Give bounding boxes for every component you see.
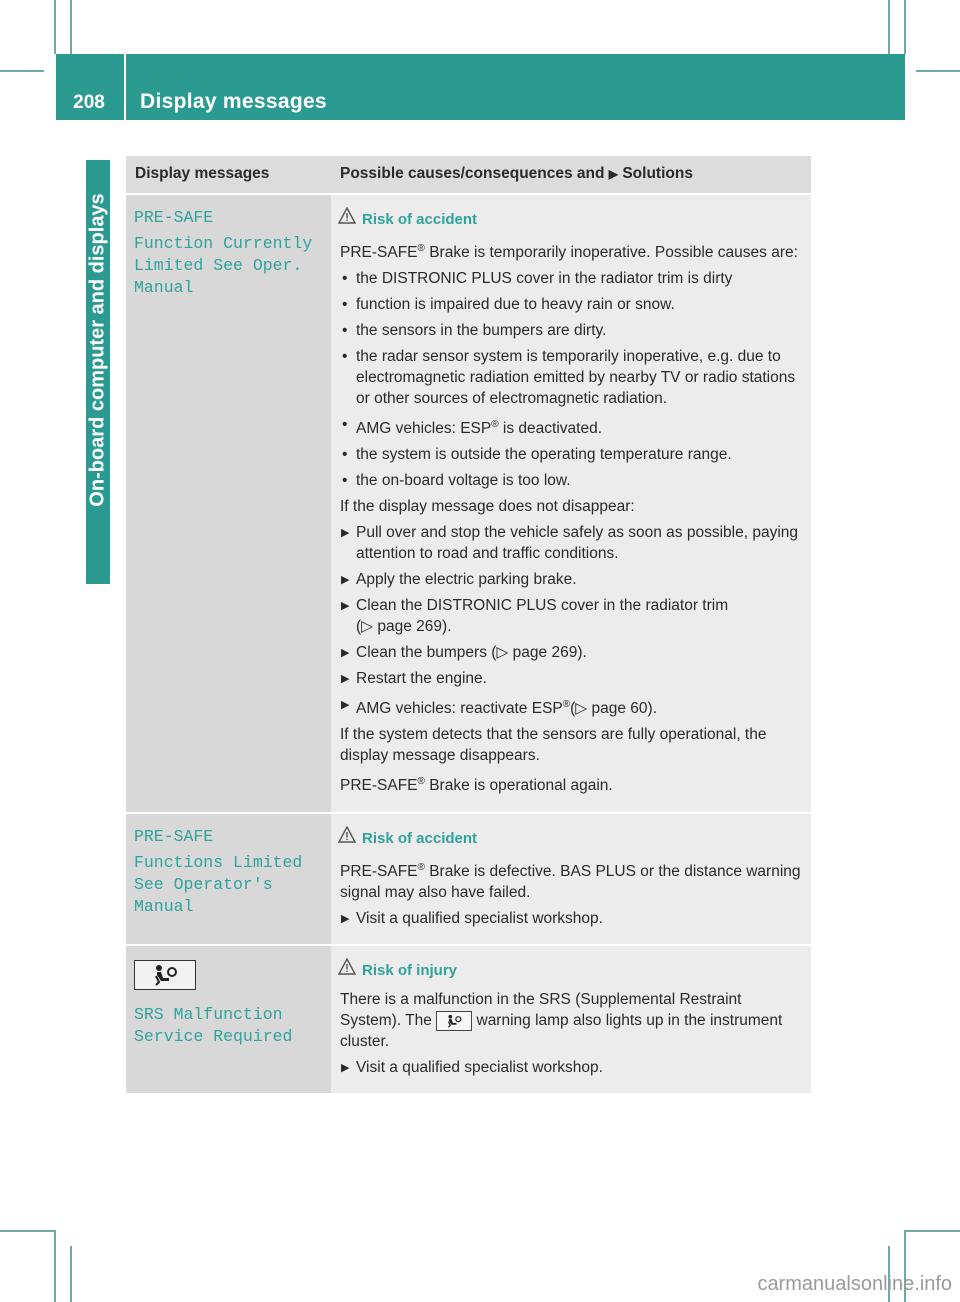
airbag-warning-icon <box>436 1011 472 1031</box>
action-list <box>340 1057 805 1078</box>
page-reference: (▷ page 269). <box>356 618 452 636</box>
paragraph <box>340 857 805 903</box>
text: is deactivated. <box>498 420 603 438</box>
display-message-line: Service Required <box>134 1026 293 1046</box>
table-header-row <box>126 156 811 194</box>
registered-mark: ® <box>417 776 425 788</box>
registered-mark: ® <box>417 861 425 873</box>
text: Clean the DISTRONIC PLUS cover in the radiator trim <box>356 597 729 615</box>
display-messages-table <box>126 156 811 1093</box>
list-item: ▶ Restart the engine. <box>340 668 805 689</box>
list-item: • the sensors in the bumpers are dirty. <box>340 320 805 341</box>
arrow-right-icon: ▶ <box>608 167 619 181</box>
airbag-warning-icon <box>134 960 196 990</box>
display-message-line: PRE-SAFE <box>134 208 214 227</box>
crop-mark <box>0 1230 56 1232</box>
registered-mark: ® <box>562 699 571 711</box>
table-row <box>126 945 811 1093</box>
message-cell <box>126 813 331 945</box>
crop-mark <box>904 1230 960 1232</box>
display-message-line: SRS Malfunction <box>134 1004 283 1024</box>
display-message-line: Functions Limited <box>134 852 303 872</box>
list-item: ▶ Apply the electric parking brake. <box>340 569 805 590</box>
display-message-line: PRE-SAFE <box>134 826 214 846</box>
crop-mark <box>0 70 44 72</box>
display-message-line: Manual <box>134 278 194 297</box>
list-item: • the on-board voltage is too low. <box>340 470 805 491</box>
action-list <box>340 522 805 719</box>
crop-mark <box>904 0 906 54</box>
section-label: On-board computer and displays <box>86 193 109 507</box>
text: PRE-SAFE <box>340 862 418 880</box>
text: Clean the bumpers <box>356 644 492 662</box>
table-row <box>126 813 811 945</box>
display-message-line: See Operator's <box>134 874 273 894</box>
column-header-text: Possible causes/consequences and <box>340 165 605 182</box>
list-item <box>340 414 805 439</box>
display-message-line: Manual <box>134 896 194 916</box>
page-reference: (▷ page 269). <box>491 644 587 662</box>
text: There is a malfunction in the SRS (Supplemental Restraint System). The <box>340 990 742 1029</box>
list-item: ▶ Visit a qualified specialist workshop. <box>340 908 805 929</box>
text: AMG vehicles: ESP <box>356 420 492 438</box>
crop-mark <box>54 0 56 54</box>
list-item: ▶ Pull over and stop the vehicle safely as soon as possible, paying attention to road and traffic conditions. <box>340 522 805 564</box>
list-item: • function is impaired due to heavy rain or snow. <box>340 294 805 315</box>
paragraph <box>340 989 805 1052</box>
display-message-line: Function Currently <box>134 234 313 253</box>
column-header-text: Solutions <box>622 165 693 182</box>
text: Brake is operational again. <box>424 777 613 795</box>
crop-mark <box>54 1232 56 1302</box>
list-item <box>340 694 805 719</box>
warning-triangle-icon <box>338 826 356 843</box>
list-item: • the system is outside the operating temperature range. <box>340 444 805 465</box>
registered-mark: ® <box>417 243 425 254</box>
crop-mark <box>916 70 960 72</box>
display-message-line: Limited See Oper. <box>134 256 303 275</box>
text: Brake is defective. BAS PLUS or the distance warning signal may also have failed. <box>340 862 801 901</box>
paragraph: If the system detects that the sensors are fully operational, the display message disappears. <box>340 726 767 765</box>
text: Brake is temporarily inoperative. Possible causes are: <box>424 244 798 262</box>
warning-triangle-icon <box>338 207 356 224</box>
page-title: Display messages <box>140 90 327 113</box>
text: warning lamp also lights up in the instrument cluster. <box>340 1011 783 1050</box>
risk-label: Risk of accident <box>362 211 478 228</box>
text: AMG vehicles: reactivate ESP <box>356 700 563 718</box>
list-item: ▶ Visit a qualified specialist workshop. <box>340 1057 805 1078</box>
risk-heading <box>362 209 805 230</box>
text: PRE-SAFE <box>340 777 418 795</box>
risk-label: Risk of injury <box>362 961 458 979</box>
warning-triangle-icon <box>338 958 356 975</box>
paragraph: If the display message does not disappear: <box>340 498 635 516</box>
crop-mark <box>70 1246 72 1302</box>
list-item: • the radar sensor system is temporarily inoperative, e.g. due to electromagnetic radiation emitted by nearby TV or radio stations or other sources of electromagnetic radiation. <box>340 346 805 409</box>
column-header-solutions <box>331 156 811 194</box>
risk-label: Risk of accident <box>362 829 478 847</box>
crop-mark <box>70 0 72 54</box>
list-item <box>340 595 805 637</box>
cause-list <box>340 268 805 491</box>
solution-cell <box>331 813 811 945</box>
header-divider <box>124 54 126 120</box>
list-item <box>340 642 805 663</box>
table-row <box>126 194 811 813</box>
page-number: 208 <box>73 92 105 113</box>
risk-heading <box>362 828 805 849</box>
paragraph <box>340 238 805 263</box>
message-cell <box>126 194 331 813</box>
message-cell <box>126 945 331 1093</box>
solution-cell <box>331 945 811 1093</box>
watermark: carmanualsonline.info <box>757 1273 952 1295</box>
paragraph <box>340 771 805 796</box>
list-item: • the DISTRONIC PLUS cover in the radiator trim is dirty <box>340 268 805 289</box>
crop-mark <box>888 0 890 54</box>
action-list <box>340 908 805 929</box>
page-reference: (▷ page 60). <box>570 700 658 718</box>
risk-heading <box>362 960 805 981</box>
column-header-messages: Display messages <box>126 156 331 194</box>
text: PRE-SAFE <box>340 244 418 262</box>
registered-mark: ® <box>491 419 499 431</box>
solution-cell <box>331 194 811 813</box>
